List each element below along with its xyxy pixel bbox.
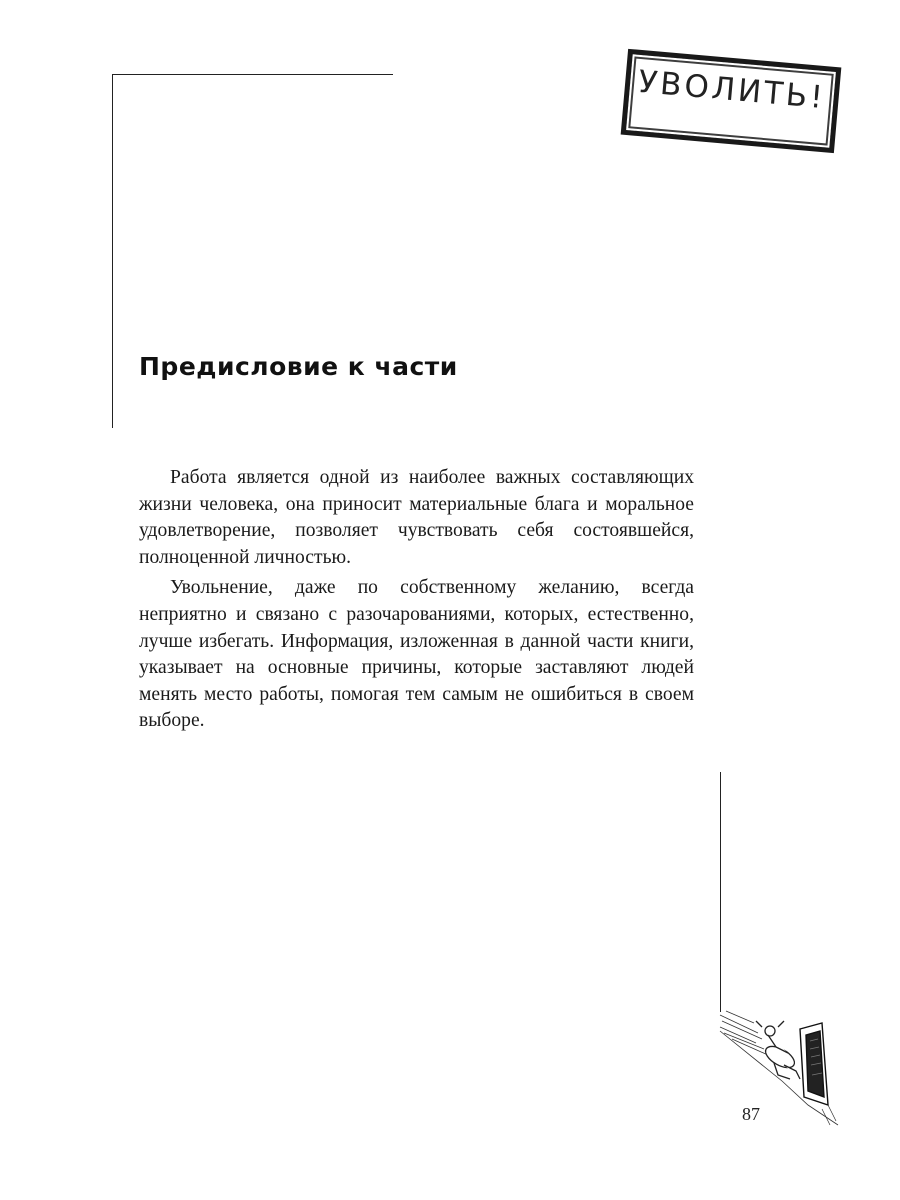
top-rule <box>112 74 393 75</box>
page-number: 87 <box>742 1104 760 1124</box>
paragraph-1: Работа является одной из наиболее важных составляющих жизни человека, она приносит материальные блага и моральное удовлетворение, позволяет чувствовать себя состоявшейся, полноценной личностью. <box>139 467 694 568</box>
section-title: Предисловие к части <box>139 352 458 381</box>
stamp <box>621 49 842 153</box>
paragraph-2: Увольнение, даже по собственному желанию, всегда неприятно и связано с разочарованиями, которых, естественно, лучше избегать. Информация, изложенная в данной части книги, указывает на основные причины, которые заставляют людей менять место работы, помогая тем самым не ошибиться в своем выборе. <box>139 577 694 732</box>
person-flying-out-door-icon <box>718 1005 844 1129</box>
left-rule <box>112 74 113 428</box>
stamp-text: УВОЛИТЬ! <box>636 63 828 117</box>
body-text <box>139 465 694 739</box>
right-rule <box>720 772 721 1012</box>
